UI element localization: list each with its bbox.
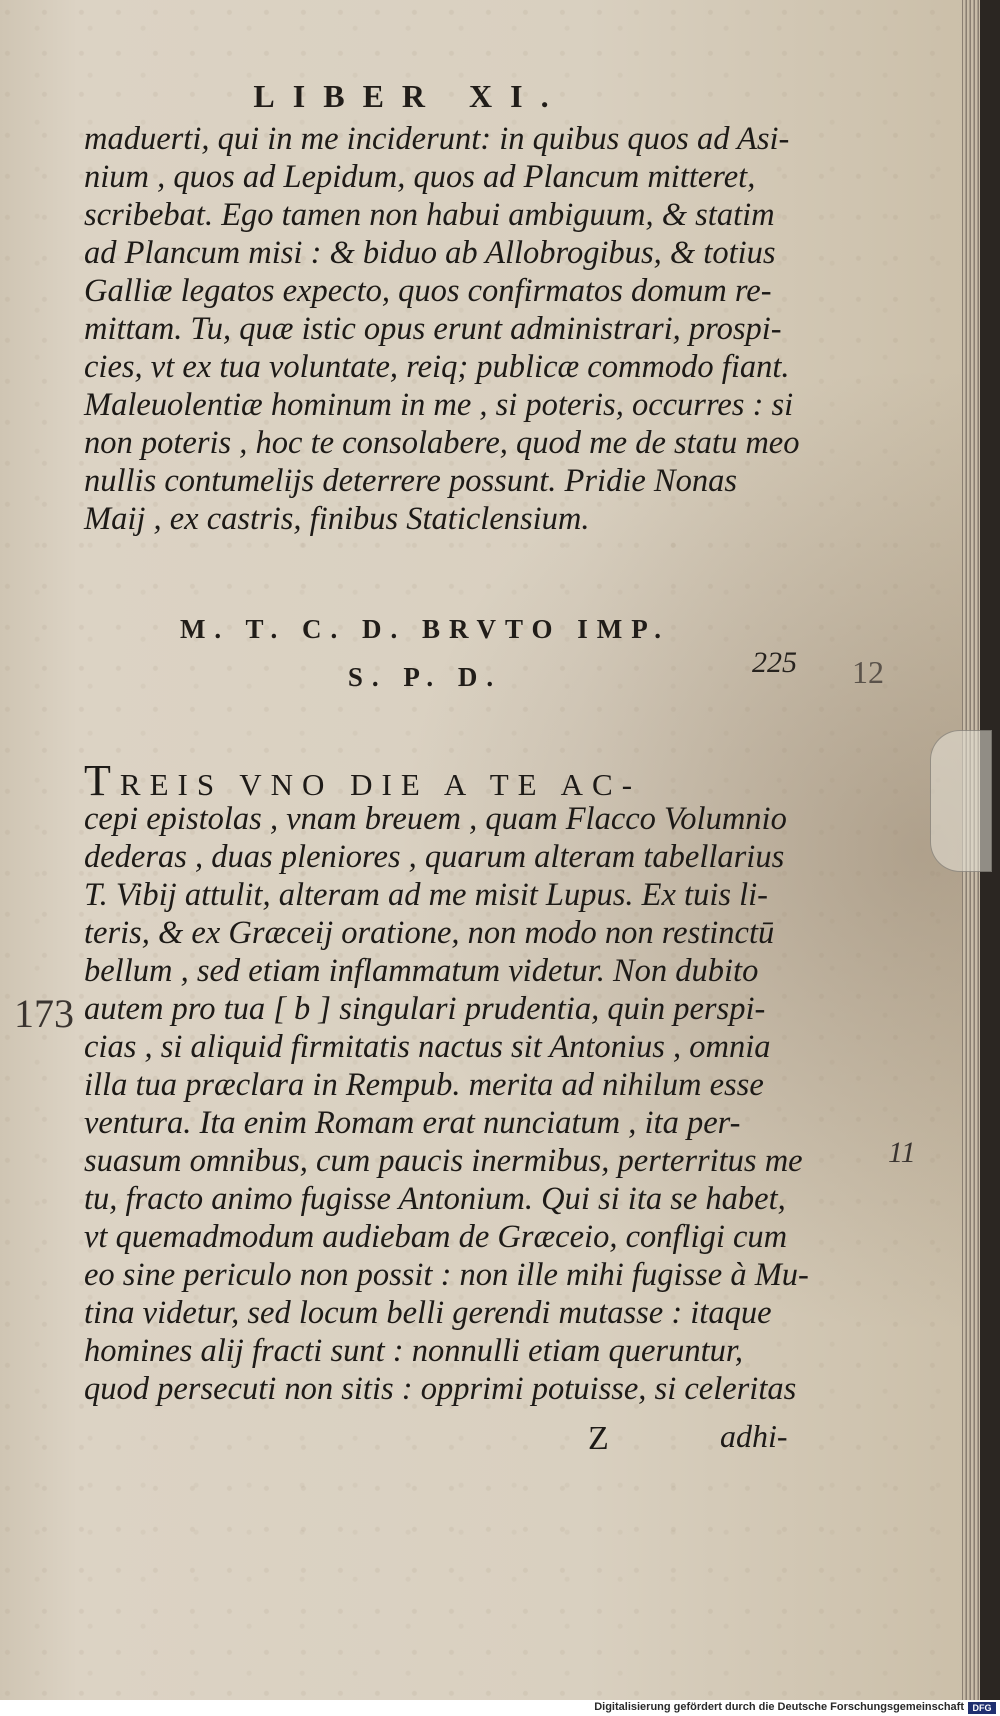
opening-capitals: REIS VNO DIE A TE AC-	[119, 767, 642, 802]
footer-bar	[0, 1700, 1000, 1716]
text-line: tina videtur, sed locum belli gerendi mutasse : itaque	[84, 1295, 772, 1331]
letter-2-text	[84, 756, 839, 1408]
text-line: autem pro tua [ b ] singulari prudentia, quin perspi-	[84, 991, 766, 1027]
text-line: Galliæ legatos expecto, quos confirmatos domum re-	[84, 273, 772, 309]
text-line: cepi epistolas , vnam breuem , quam Flacco Volumnio	[84, 801, 787, 837]
initial-letter: T	[84, 756, 120, 805]
text-line: bellum , sed etiam inflammatum videtur. Non dubito	[84, 953, 759, 989]
text-line: scribebat. Ego tamen non habui ambiguum, & statim	[84, 197, 775, 233]
margin-note-handwritten: 11	[888, 1136, 916, 1169]
text-line: illa tua præclara in Rempub. merita ad nihilum esse	[84, 1067, 764, 1103]
text-line: quod persecuti non sitis : opprimi potuisse, si celeritas	[84, 1371, 797, 1407]
letter-heading-address: M. T. C. D. BRVTO IMP.	[179, 614, 671, 644]
text-line: suasum omnibus, cum paucis inermibus, perterritus me	[84, 1143, 803, 1179]
text-line: vt quemadmodum audiebam de Græceio, confligi cum	[84, 1219, 788, 1255]
running-head: LIBER XI.	[253, 78, 567, 114]
margin-note-handwritten: 173	[14, 991, 74, 1036]
dfg-logo: DFG	[968, 1702, 996, 1714]
opening-line	[84, 756, 839, 805]
text-line: ventura. Ita enim Romam erat nunciatum , ita per-	[84, 1105, 741, 1141]
letter-1-text	[84, 120, 839, 538]
page-number: 225	[752, 646, 797, 679]
text-line: Maij , ex castris, finibus Staticlensium.	[84, 501, 590, 537]
text-line: ad Plancum misi : & biduo ab Allobrogibus, & totius	[84, 235, 776, 271]
signature-mark: Z	[588, 1420, 609, 1457]
text-line: nullis contumelijs deterrere possunt. Pridie Nonas	[84, 463, 737, 499]
text-line: mittam. Tu, quæ istic opus erunt administrari, prospi-	[84, 311, 782, 347]
footer-credit: Digitalisierung gefördert durch die Deutsche Forschungsgemeinschaft	[594, 1701, 964, 1713]
text-line: dederas , duas pleniores , quarum alteram tabellarius	[84, 839, 785, 875]
catchword: adhi-	[720, 1418, 788, 1454]
page-tab-marker	[930, 730, 992, 872]
text-line: tu, fracto animo fugisse Antonium. Qui si ita se habet,	[84, 1181, 786, 1217]
margin-note-handwritten: 12	[852, 654, 884, 690]
text-line: homines alij fracti sunt : nonnulli etiam queruntur,	[84, 1333, 744, 1369]
text-line: cias , si aliquid firmitatis nactus sit Antonius , omnia	[84, 1029, 771, 1065]
text-line: non poteris , hoc te consolabere, quod me de statu meo	[84, 425, 800, 461]
text-line: cies, vt ex tua voluntate, reiq; publicæ commodo fiant.	[84, 349, 790, 385]
text-line: maduerti, qui in me inciderunt: in quibus quos ad Asi-	[84, 121, 790, 157]
text-line: nium , quos ad Lepidum, quos ad Plancum mitteret,	[84, 159, 756, 195]
letter-heading-salutation: S. P. D.	[347, 662, 503, 692]
text-line: Maleuolentiæ hominum in me , si poteris, occurres : si	[84, 387, 794, 423]
text-line: eo sine periculo non possit : non ille mihi fugisse à Mu-	[84, 1257, 809, 1293]
text-line: T. Vibij attulit, alteram ad me misit Lupus. Ex tuis li-	[84, 877, 769, 913]
text-line: teris, & ex Græceij oratione, non modo non restinctū	[84, 915, 775, 951]
